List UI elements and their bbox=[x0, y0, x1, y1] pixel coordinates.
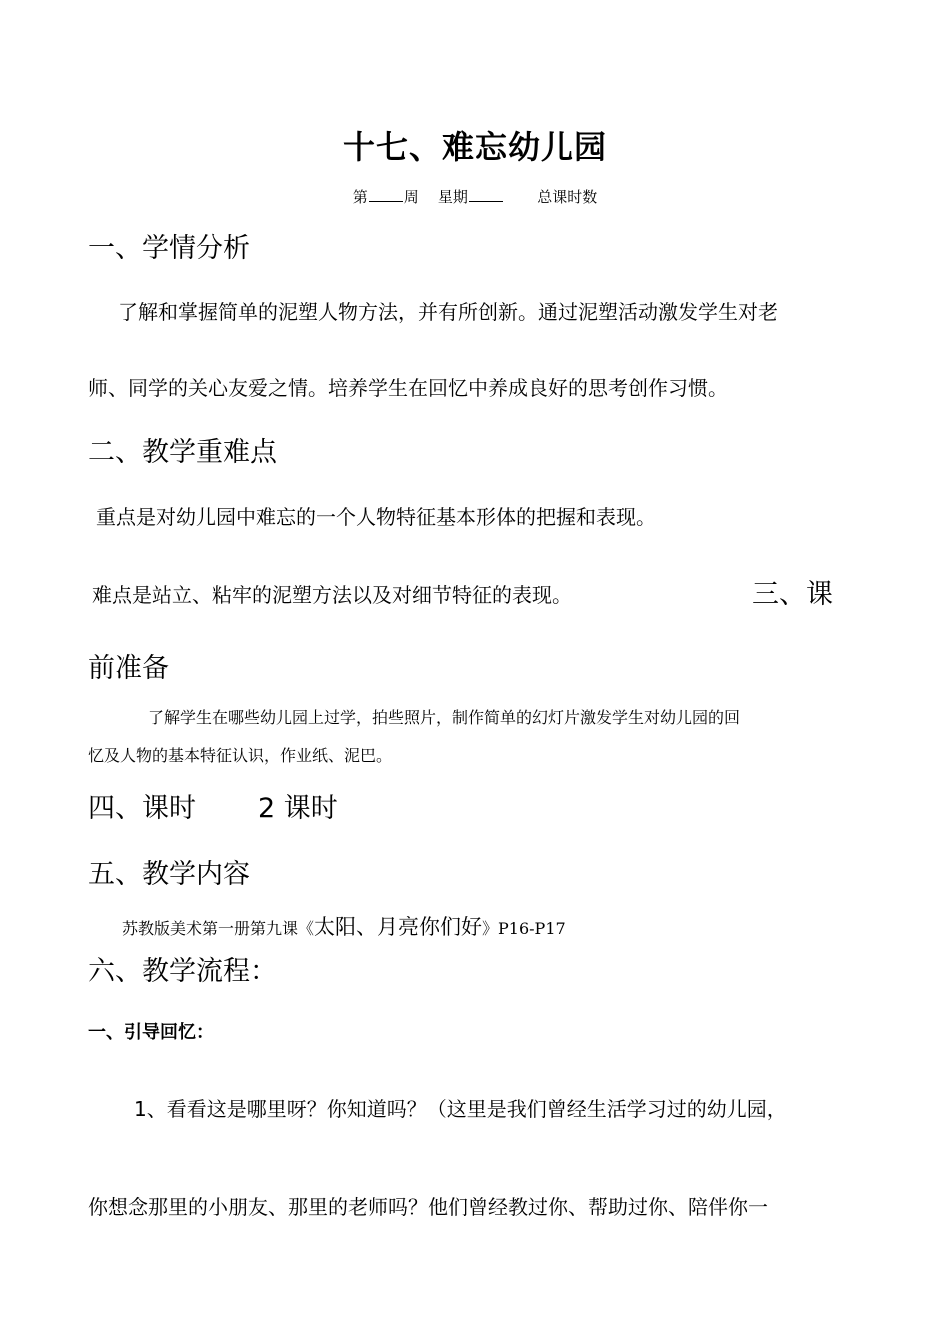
analysis-line-1: 了解和掌握简单的泥塑人物方法，并有所创新。通过泥塑活动激发学生对老 bbox=[118, 300, 778, 324]
weekday-blank bbox=[469, 200, 503, 202]
content-prefix: 苏教版美术第一册第九课《 bbox=[122, 919, 315, 938]
section-heading-key-points: 二、教学重难点 bbox=[88, 437, 277, 468]
section-heading-content: 五、教学内容 bbox=[88, 859, 250, 890]
content-suffix: 》P16-P17 bbox=[482, 919, 566, 938]
prep-line-1: 了解学生在哪些幼儿园上过学，拍些照片，制作简单的幻灯片激发学生对幼儿园的回 bbox=[148, 708, 741, 727]
week-blank bbox=[369, 200, 403, 202]
analysis-line-2: 师、同学的关心友爱之情。培养学生在回忆中养成良好的思考创作习惯。 bbox=[88, 376, 728, 400]
key-point-line: 重点是对幼儿园中难忘的一个人物特征基本形体的把握和表现。 bbox=[96, 505, 656, 529]
subsection-heading-recall: 一、引导回忆： bbox=[88, 1022, 214, 1043]
item-1-number: 1 bbox=[134, 1097, 147, 1121]
page-title: 十七、难忘幼儿园 bbox=[342, 128, 607, 166]
section-heading-prep-part1: 三、课 bbox=[752, 579, 833, 610]
section-heading-procedure: 六、教学流程： bbox=[88, 956, 277, 987]
content-line bbox=[122, 911, 566, 941]
prep-line-2: 忆及人物的基本特征认识，作业纸、泥巴。 bbox=[88, 746, 393, 765]
section-heading-hours: 四、课时 bbox=[88, 793, 196, 824]
schedule-line bbox=[0, 186, 950, 207]
difficulty-line: 难点是站立、粘牢的泥塑方法以及对细节特征的表现。 bbox=[92, 583, 572, 607]
total-label: 总课时数 bbox=[537, 188, 598, 206]
section-heading-analysis: 一、学情分析 bbox=[88, 233, 250, 264]
item-1-line-2: 你想念那里的小朋友、那里的老师吗？他们曾经教过你、帮助过你、陪伴你一 bbox=[88, 1195, 768, 1219]
weekday-label: 星期 bbox=[437, 188, 468, 206]
item-1-line-1 bbox=[134, 1093, 787, 1122]
content-lesson-title: 太阳、月亮你们好 bbox=[314, 915, 483, 939]
hours-value: 2 课时 bbox=[258, 793, 338, 824]
section-heading-prep-part2: 前准备 bbox=[88, 653, 169, 684]
week-suffix: 周 bbox=[403, 188, 419, 206]
item-1-text: 、看看这是哪里呀？你知道吗？（这里是我们曾经生活学习过的幼儿园， bbox=[146, 1097, 787, 1121]
week-prefix: 第 bbox=[352, 188, 368, 206]
